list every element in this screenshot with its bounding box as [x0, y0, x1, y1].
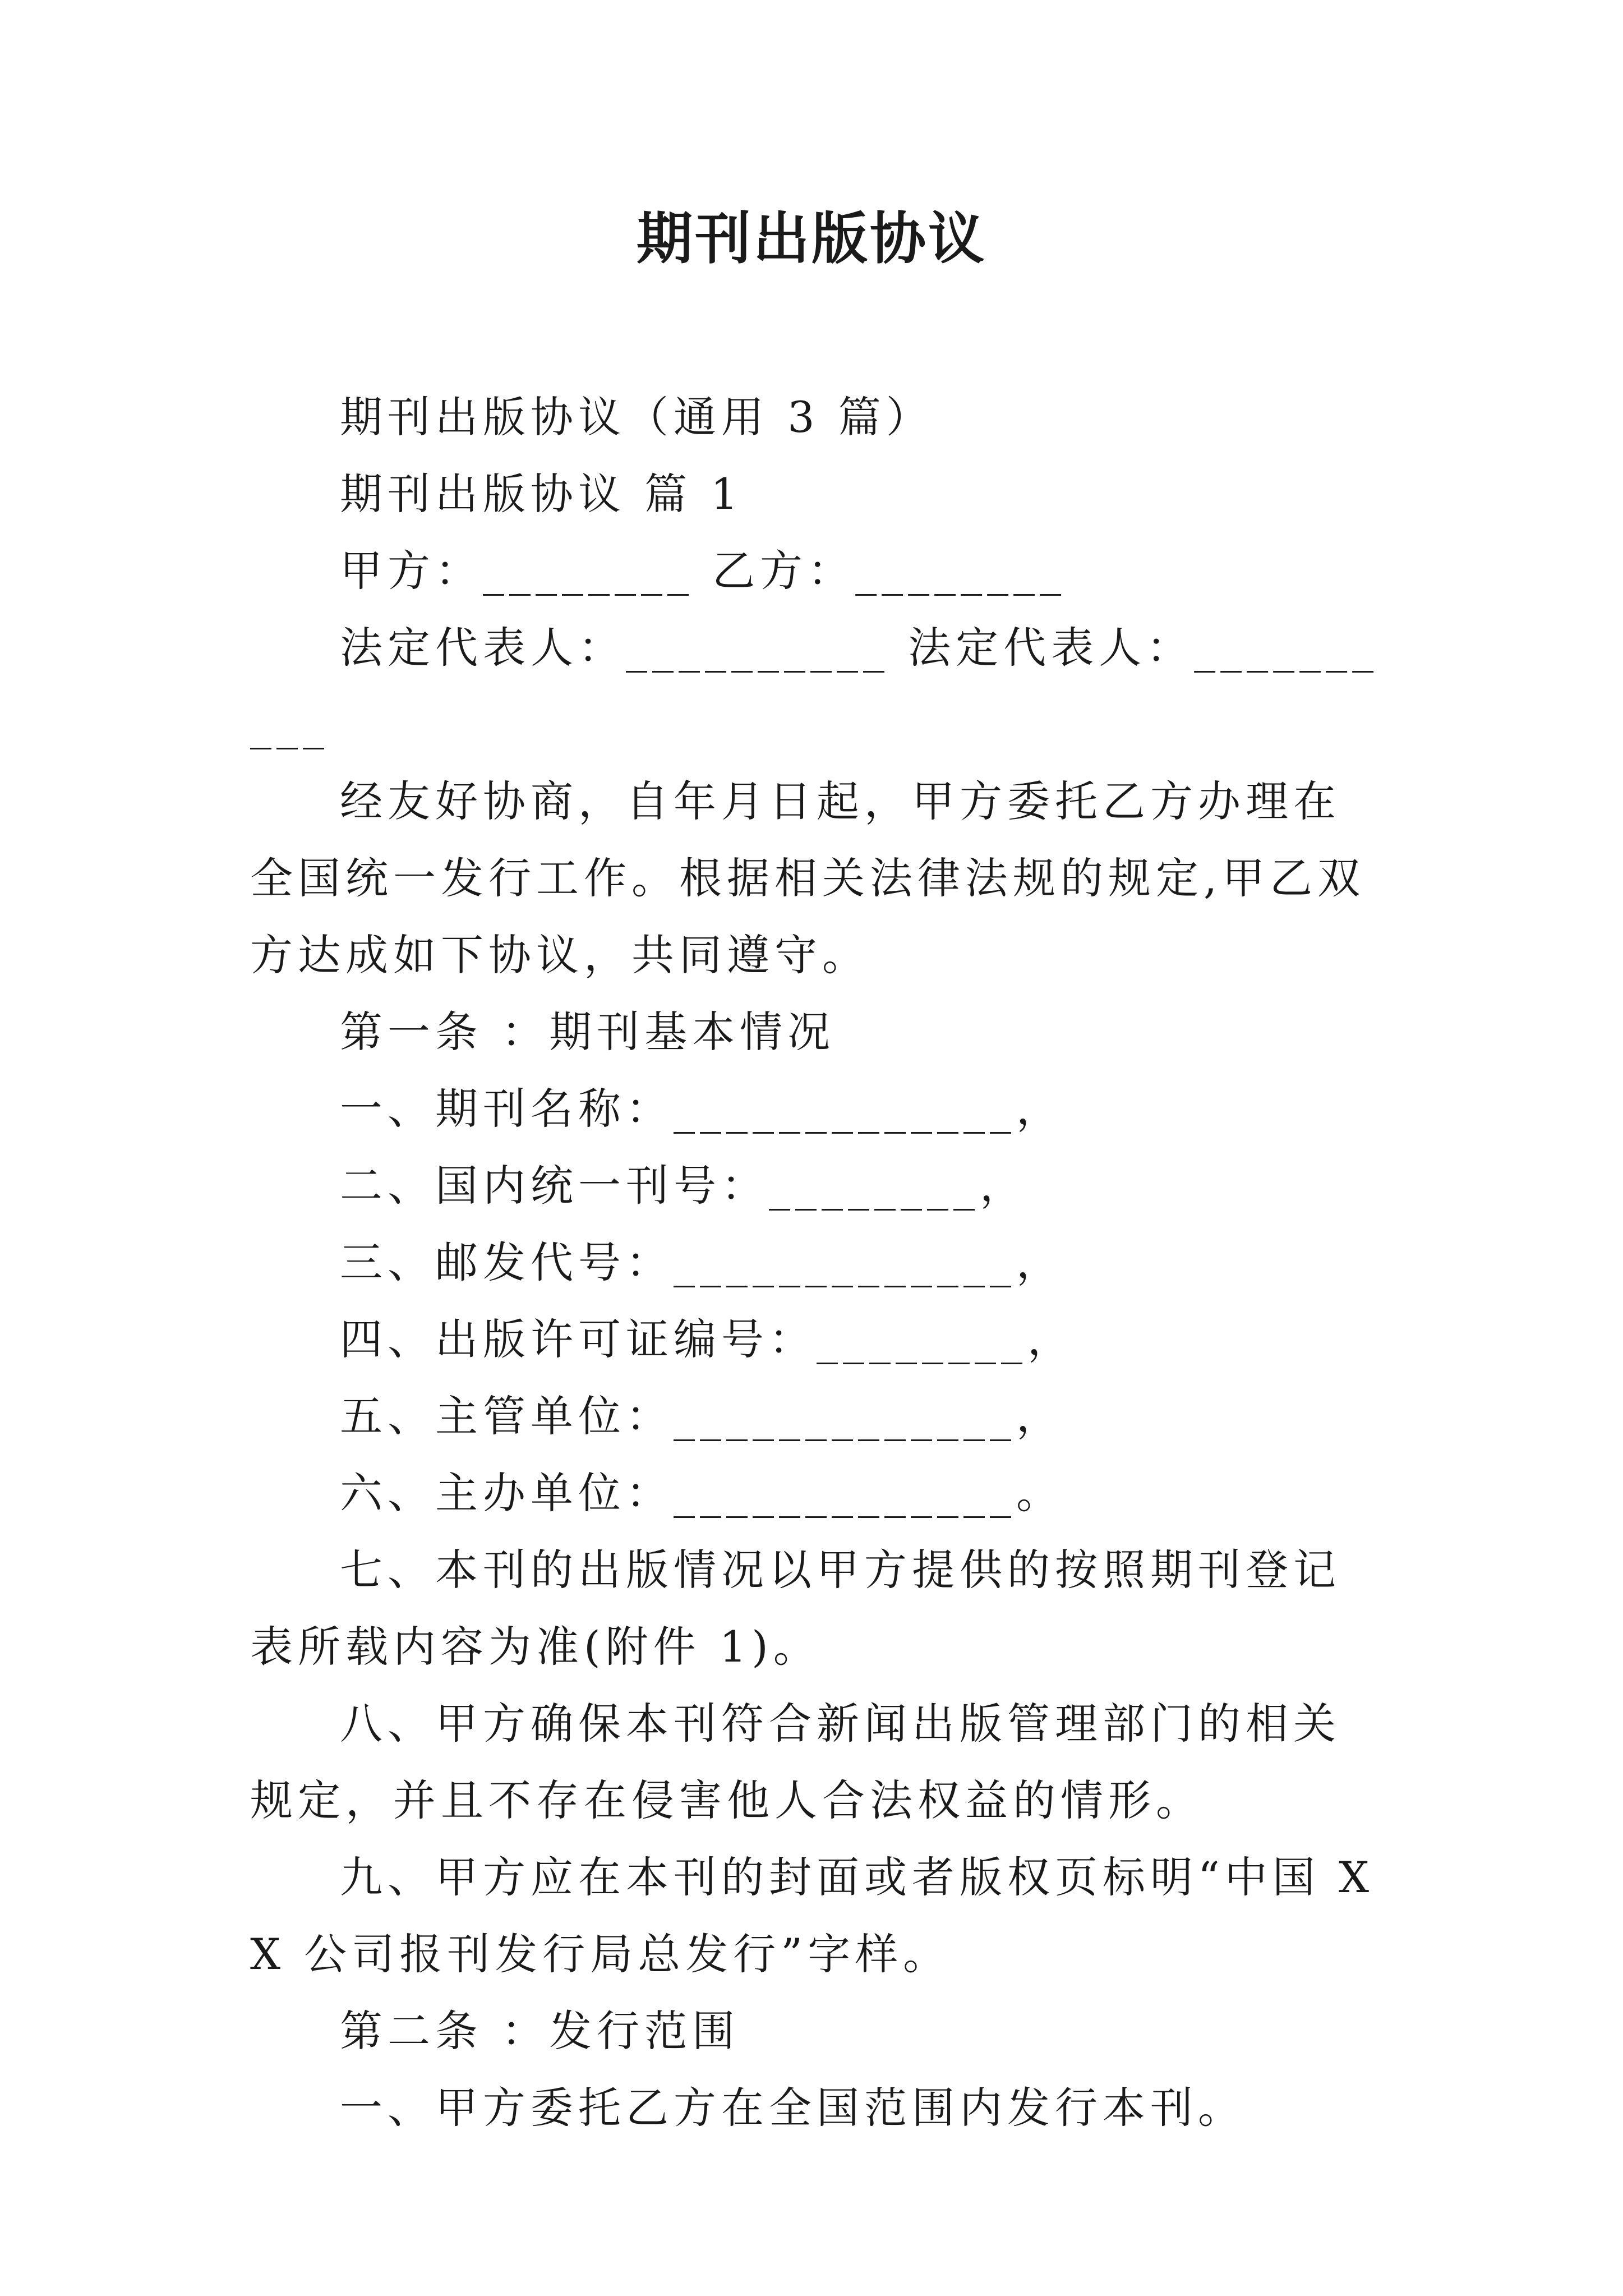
- paragraph-item-5: 五、主管单位：_____________，: [340, 1391, 1064, 1441]
- paragraph-item-4: 四、出版许可证编号：________，: [340, 1314, 1075, 1364]
- paragraph-item-1: 一、期刊名称：_____________，: [340, 1084, 1064, 1134]
- paragraph-subtitle: 期刊出版协议（通用 3 篇）: [340, 392, 934, 442]
- paragraph-item-6: 六、主办单位：_____________。: [340, 1468, 1064, 1518]
- document-title: 期刊出版协议: [637, 205, 986, 272]
- paragraph-legal-representatives: 法定代表人：__________ 法定代表人：__________: [250, 623, 1379, 749]
- document-body: [250, 379, 1383, 2146]
- paragraph-article-2-item-1: 一、甲方委托乙方在全国范围内发行本刊。: [340, 2083, 1246, 2133]
- paragraph-item-2: 二、国内统一刊号：________，: [340, 1161, 1027, 1211]
- paragraph-article-1-heading: 第一条 ：期刊基本情况: [340, 1007, 836, 1057]
- paragraph-item-9: 九、甲方应在本刊的封面或者版权页标明“中国 XX 公司报刊发行局总发行”字样。: [250, 1852, 1375, 1979]
- paragraph-article-2-heading: 第二条 ：发行范围: [340, 2006, 740, 2056]
- paragraph-parties: 甲方：________ 乙方：________: [340, 546, 1067, 596]
- paragraph-item-8: 八、甲方确保本刊符合新闻出版管理部门的相关规定，并且不存在侵害他人合法权益的情形。: [250, 1699, 1341, 1825]
- paragraph-item-7: 七、本刊的出版情况以甲方提供的按照期刊登记表所载内容为准(附件 1)。: [250, 1545, 1341, 1672]
- paragraph-preamble: 经友好协商，自年月日起，甲方委托乙方办理在全国统一发行工作。根据相关法律法规的规定,甲乙双方达成如下协议，共同遵守。: [250, 776, 1366, 980]
- paragraph-item-3: 三、邮发代号：_____________，: [340, 1237, 1064, 1287]
- paragraph-section-heading: 期刊出版协议 篇 1: [340, 469, 743, 519]
